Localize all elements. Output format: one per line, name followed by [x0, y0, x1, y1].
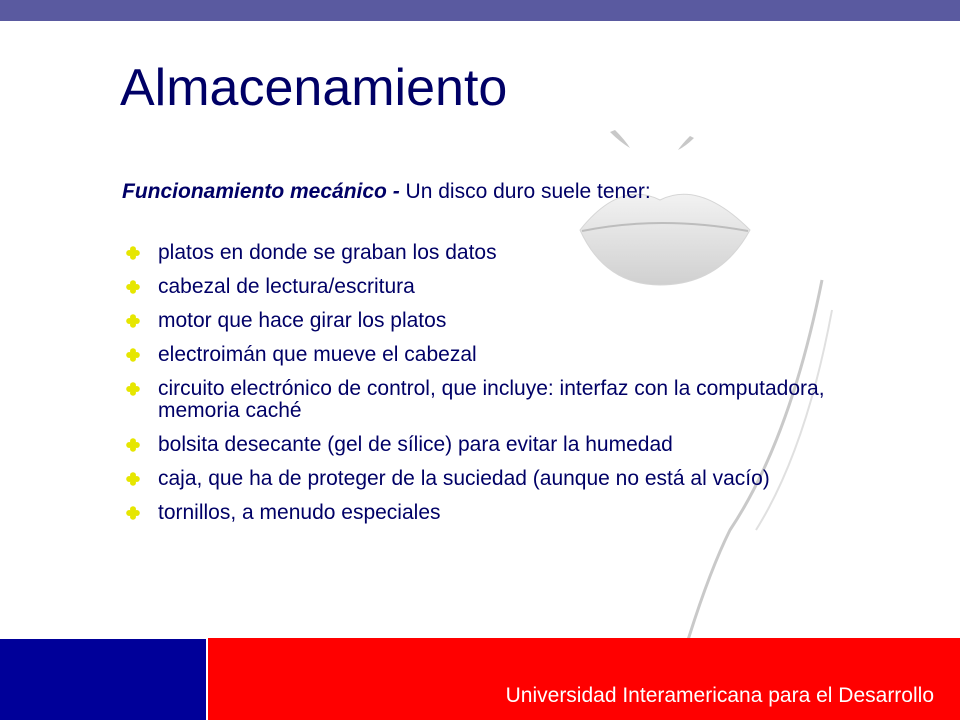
bullet-text: cabezal de lectura/escritura — [158, 275, 415, 298]
list-item — [122, 242, 882, 264]
intro-bold: Funcionamiento mecánico - — [122, 180, 400, 203]
footer-blue-block — [0, 638, 208, 720]
flower-bullet-icon — [126, 348, 140, 362]
bullet-text: motor que hace girar los platos — [158, 309, 447, 332]
flower-bullet-icon — [126, 314, 140, 328]
intro-text — [122, 180, 651, 204]
list-item — [122, 344, 882, 366]
flower-bullet-icon — [126, 246, 140, 260]
footer-red-block — [208, 638, 960, 720]
bullet-list — [122, 242, 882, 536]
flower-bullet-icon — [126, 382, 140, 396]
bullet-text: electroimán que mueve el cabezal — [158, 343, 477, 366]
slide-title: Almacenamiento — [120, 59, 508, 117]
list-item — [122, 276, 882, 298]
flower-bullet-icon — [126, 438, 140, 452]
list-item — [122, 502, 882, 524]
top-bar — [0, 0, 960, 21]
footer-institution: Universidad Interamericana para el Desarrollo — [505, 684, 934, 707]
list-item — [122, 468, 882, 490]
list-item — [122, 378, 882, 422]
flower-bullet-icon — [126, 280, 140, 294]
bullet-text: circuito electrónico de control, que incluye: interfaz con la computadora, memoria caché — [158, 377, 825, 422]
bullet-text: tornillos, a menudo especiales — [158, 501, 441, 524]
flower-bullet-icon — [126, 472, 140, 486]
list-item — [122, 310, 882, 332]
bullet-text: caja, que ha de proteger de la suciedad (aunque no está al vacío) — [158, 467, 770, 490]
list-item — [122, 434, 882, 456]
intro-rest: Un disco duro suele tener: — [399, 180, 651, 203]
footer — [0, 638, 960, 720]
flower-bullet-icon — [126, 506, 140, 520]
bullet-text: bolsita desecante (gel de sílice) para evitar la humedad — [158, 433, 673, 456]
bullet-text: platos en donde se graban los datos — [158, 241, 497, 264]
